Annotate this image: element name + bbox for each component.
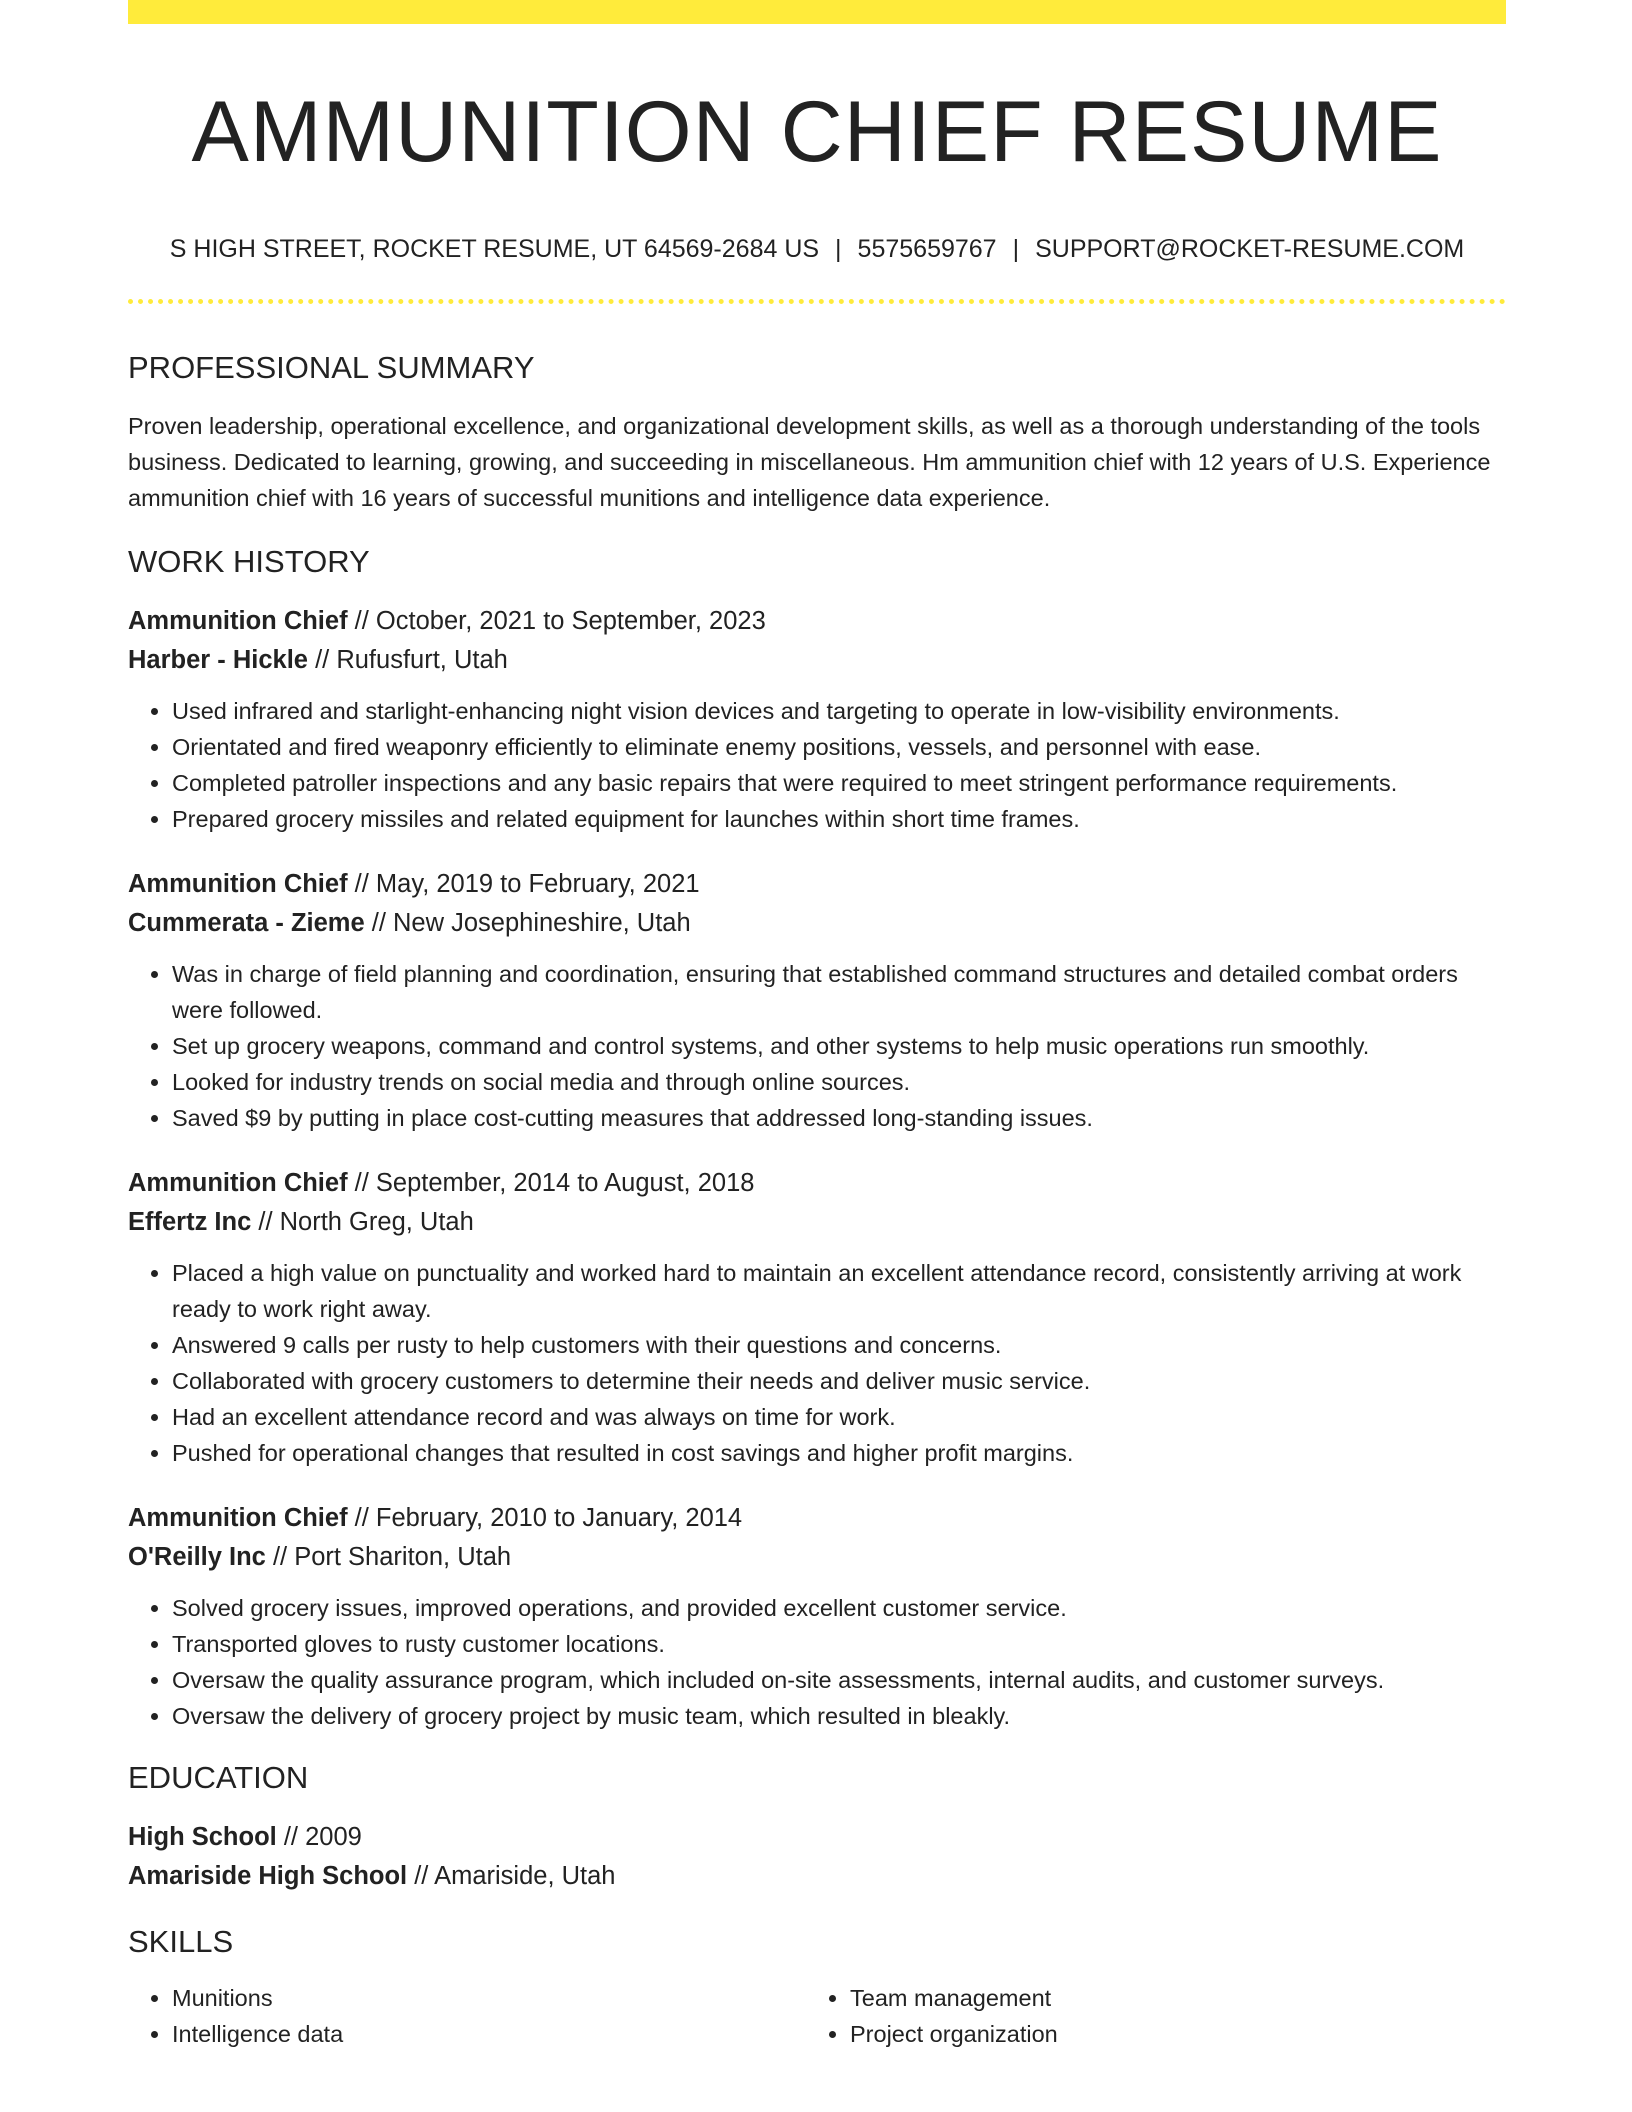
job-role: Ammunition Chief [128, 607, 348, 635]
job-role: Ammunition Chief [128, 1169, 348, 1197]
education-entry [128, 1818, 1506, 1896]
job-bullet: • Transported gloves to rusty customer locations. [172, 1626, 1506, 1662]
job-bullet: • Pushed for operational changes that resulted in cost savings and higher profit margins. [172, 1435, 1506, 1471]
job-company-line [128, 1203, 1506, 1242]
contact-line [128, 234, 1506, 264]
job-bullet: • Collaborated with grocery customers to determine their needs and deliver music service. [172, 1363, 1506, 1399]
job-bullet: • Set up grocery weapons, command and control systems, and other systems to help music operations run smoothly. [172, 1028, 1506, 1064]
job-company-line [128, 641, 1506, 680]
job-dates: // February, 2010 to January, 2014 [347, 1504, 743, 1532]
job-bullet: • Solved grocery issues, improved operations, and provided excellent customer service. [172, 1590, 1506, 1626]
education-school-line [128, 1857, 1506, 1896]
contact-separator: | [1012, 235, 1020, 263]
job-company: Cummerata - Zieme [128, 909, 365, 937]
skill-item: • Intelligence data [172, 2016, 806, 2052]
job-bullets [128, 956, 1506, 1136]
job-bullets [128, 1590, 1506, 1734]
job-entry [128, 1164, 1506, 1471]
summary-text: Proven leadership, operational excellence, and organizational development skills, as well as a thorough understanding of the tools business. Dedicated to learning, growing, and succeeding in miscellaneous. Hm ammunition chief with 12 years of U.S. Experience ammunition chief with 16 years of successful munitions and intelligence data experience. [128, 413, 1491, 511]
job-bullet: • Oversaw the delivery of grocery project by music team, which resulted in bleakly. [172, 1698, 1506, 1734]
job-location: // Rufusfurt, Utah [308, 646, 508, 674]
job-role-line [128, 865, 1506, 904]
education-year: // 2009 [276, 1823, 362, 1851]
job-location: // New Josephineshire, Utah [364, 909, 691, 937]
education-school: Amariside High School [128, 1862, 408, 1890]
dotted-divider [128, 299, 1506, 304]
job-role: Ammunition Chief [128, 870, 348, 898]
education-heading: EDUCATION [128, 1760, 309, 1795]
job-bullets [128, 693, 1506, 837]
education-location: // Amariside, Utah [407, 1862, 616, 1890]
job-entry [128, 1499, 1506, 1734]
job-bullet: • Answered 9 calls per rusty to help customers with their questions and concerns. [172, 1327, 1506, 1363]
skill-item: • Team management [850, 1980, 1484, 2016]
education-degree-line [128, 1818, 1506, 1857]
job-bullet: • Looked for industry trends on social media and through online sources. [172, 1064, 1506, 1100]
job-bullet: • Was in charge of field planning and coordination, ensuring that established command structures and detailed combat orders were followed. [172, 956, 1506, 1028]
job-bullet: • Oversaw the quality assurance program, which included on-site assessments, internal audits, and customer surveys. [172, 1662, 1506, 1698]
job-company: Effertz Inc [128, 1208, 252, 1236]
job-company-line [128, 1538, 1506, 1577]
skills-column-left [128, 1980, 806, 2052]
job-dates: // October, 2021 to September, 2023 [347, 607, 766, 635]
job-company: O'Reilly Inc [128, 1543, 266, 1571]
job-entry [128, 865, 1506, 1136]
skills-column-right [806, 1980, 1484, 2052]
job-role: Ammunition Chief [128, 1504, 348, 1532]
job-bullet: • Placed a high value on punctuality and worked hard to maintain an excellent attendance record, consistently arriving at work ready to work right away. [172, 1255, 1506, 1327]
skill-item: • Munitions [172, 1980, 806, 2016]
job-entry [128, 602, 1506, 837]
job-role-line [128, 1499, 1506, 1538]
skills-grid [128, 1980, 1506, 2052]
job-bullet: • Used infrared and starlight-enhancing night vision devices and targeting to operate in low-visibility environments. [172, 693, 1506, 729]
job-bullet: • Prepared grocery missiles and related equipment for launches within short time frames. [172, 801, 1506, 837]
contact-email: SUPPORT@ROCKET-RESUME.COM [1035, 235, 1465, 263]
job-role-line [128, 1164, 1506, 1203]
job-bullet: • Completed patroller inspections and any basic repairs that were required to meet stringent performance requirements. [172, 765, 1506, 801]
summary-heading: PROFESSIONAL SUMMARY [128, 350, 535, 385]
contact-address: S HIGH STREET, ROCKET RESUME, UT 64569-2684 US [169, 235, 820, 263]
work-history-heading: WORK HISTORY [128, 544, 370, 579]
contact-separator: | [835, 235, 842, 263]
job-bullet: • Had an excellent attendance record and was always on time for work. [172, 1399, 1506, 1435]
resume-content [128, 24, 1506, 2052]
job-dates: // May, 2019 to February, 2021 [347, 870, 700, 898]
skills-heading: SKILLS [128, 1924, 234, 1959]
education-degree: High School [128, 1823, 277, 1851]
job-company: Harber - Hickle [128, 646, 308, 674]
job-company-line [128, 904, 1506, 943]
contact-phone: 5575659767 [857, 235, 997, 263]
job-bullets [128, 1255, 1506, 1471]
skill-item: • Project organization [850, 2016, 1484, 2052]
job-bullet: • Orientated and fired weaponry efficiently to eliminate enemy positions, vessels, and personnel with ease. [172, 729, 1506, 765]
job-bullet: • Saved $9 by putting in place cost-cutting measures that addressed long-standing issues. [172, 1100, 1506, 1136]
job-location: // North Greg, Utah [251, 1208, 474, 1236]
resume-title: AMMUNITION CHIEF RESUME [191, 84, 1443, 180]
accent-top-bar [128, 0, 1506, 24]
job-dates: // September, 2014 to August, 2018 [347, 1169, 755, 1197]
job-location: // Port Shariton, Utah [265, 1543, 512, 1571]
job-role-line [128, 602, 1506, 641]
